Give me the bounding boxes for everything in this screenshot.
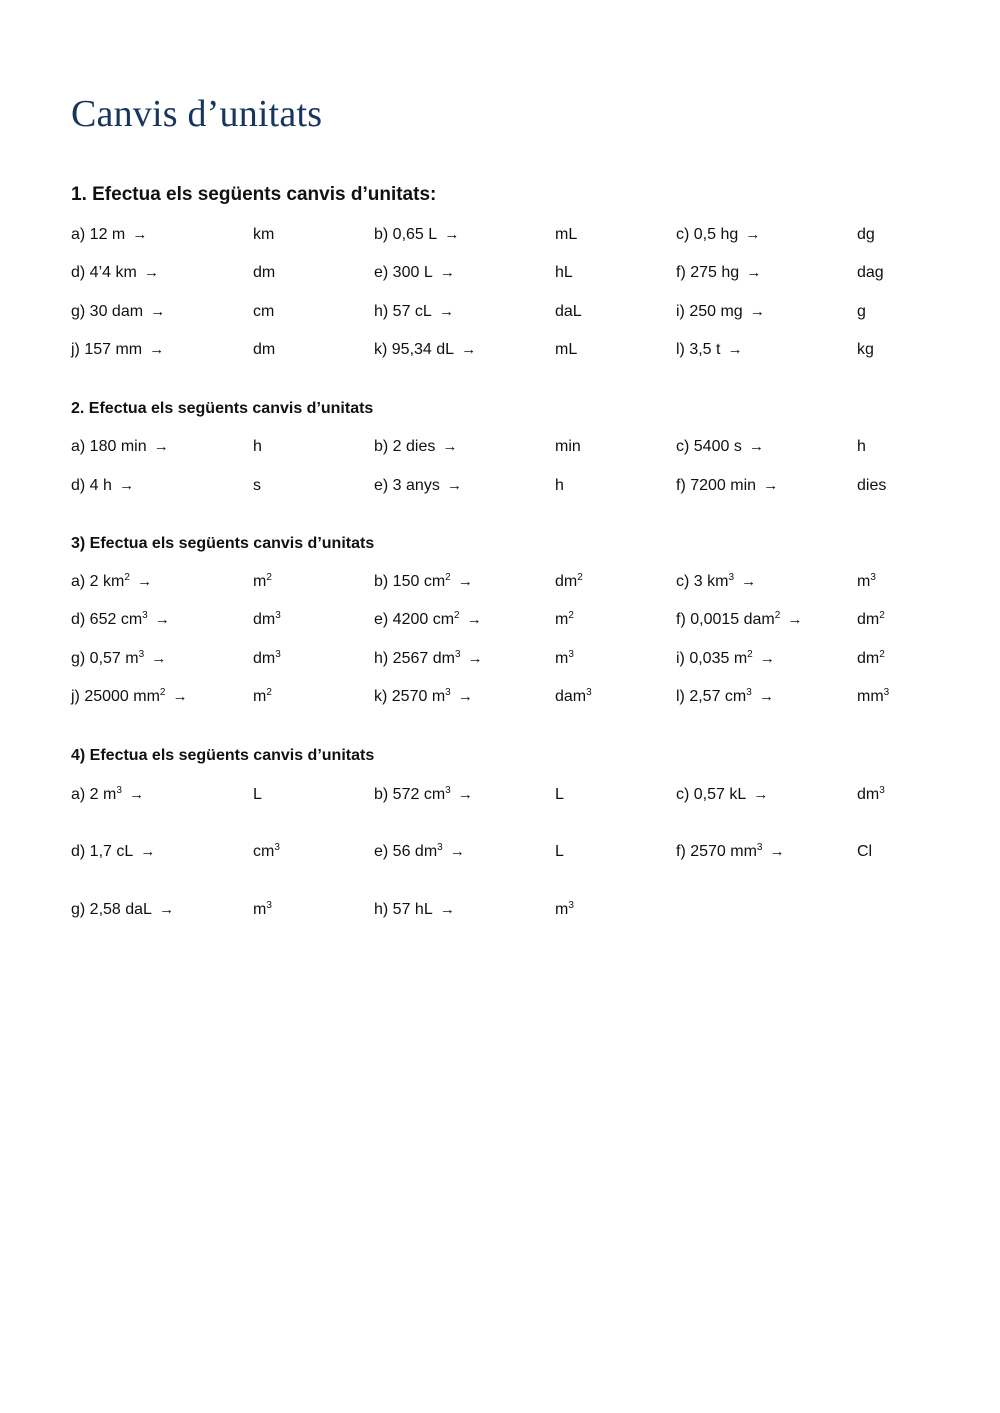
arrow-right-icon: → [435,264,455,281]
exponent: 2 [879,610,885,621]
exercise-source: a) 2 $km^2$ → [71,572,153,590]
arrow-right-icon: → [462,611,482,628]
exercise-target-unit: h [857,438,866,455]
arrow-right-icon: → [749,786,769,803]
arrow-right-icon: → [150,611,170,628]
exercise-row [0,650,1000,672]
arrow-right-icon: → [154,901,175,918]
arrow-right-icon: → [139,264,159,281]
exercise-target-unit: dg [857,226,875,243]
exercise-row [0,477,1000,499]
exercise-source: g) 2,58 daL → [71,901,175,918]
arrow-right-icon: → [145,341,165,358]
exercise-target-unit: kg [857,341,874,358]
exercise-target-unit: h [555,477,564,494]
exercise-target-unit: $dm^2$ [555,572,583,590]
exercise-target-unit: dam$^3$ [555,687,592,705]
exercise-source: f) 7200 min → [676,477,779,494]
exercise-source: a) 180 min → [71,438,169,455]
exponent: 3 [756,842,763,853]
exercise-row [0,573,1000,595]
section-3-heading: 3) Efectua els següents canvis d’unitats [71,535,375,552]
exponent: 2 [454,610,460,621]
exercise-target-unit: hL [555,264,573,281]
arrow-right-icon: → [132,573,153,590]
section-4-heading: 4) Efectua els següents canvis d’unitats [71,747,375,764]
exponent: 2 [159,687,166,698]
arrow-right-icon: → [463,650,483,667]
exercise-source: e) 3 anys → [374,477,462,494]
exponent: 3 [274,842,280,853]
arrow-right-icon: → [744,438,764,455]
arrow-right-icon: → [114,477,135,494]
arrow-right-icon: → [440,226,460,243]
exercise-target-unit: $dm^3$ [253,610,281,628]
exponent: 3 [728,572,735,583]
exercise-target-unit: $dm^3$ [253,649,281,667]
exercise-row [0,611,1000,633]
arrow-right-icon: → [754,688,774,705]
exercise-target-unit: $m^3$ [555,900,574,918]
exercise-target-unit: $m^3$ [253,900,272,918]
arrow-right-icon: → [136,843,156,860]
exercise-source: b) 150 $cm^2$ → [374,572,473,590]
exercise-target-unit: mL [555,226,578,243]
exponent: 3 [142,610,148,621]
exponent: 3 [568,649,574,660]
exercise-target-unit: $m^2$ [253,687,272,705]
arrow-right-icon: → [435,901,455,918]
exercise-row [0,341,1000,363]
exponent: 3 [883,687,890,698]
exercise-source: g) 0,57 $m^3$ → [71,649,167,667]
exercise-target-unit: cm [253,303,275,320]
exponent: 3 [746,687,752,698]
exponent: 3 [568,900,574,911]
exponent: 2 [774,610,781,621]
exercise-source: h) 2567 $dm^3$ → [374,649,483,667]
exercise-source: f) 2570 $mm^3$ → [676,842,785,860]
exercise-source: d) 4’4 km → [71,264,159,281]
exercise-target-unit: L [555,786,564,803]
arrow-right-icon: → [453,573,473,590]
arrow-right-icon: → [759,477,779,494]
exercise-source: b) 2 dies → [374,438,458,455]
exercise-target-unit: dag [857,264,884,281]
section-1-heading: 1. Efectua els següents canvis d’unitats: [71,184,437,205]
exercise-target-unit: dm [253,341,276,358]
exercise-source: c) 0,5 hg → [676,226,761,243]
exponent: 2 [568,610,574,621]
arrow-right-icon: → [149,438,169,455]
exponent: 3 [445,687,451,698]
exercise-target-unit: daL [555,303,582,320]
exercise-target-unit: min [555,438,581,455]
exponent: 3 [116,785,122,796]
exponent: 2 [747,649,753,660]
arrow-right-icon: → [434,303,454,320]
exercise-source: l) 2,57 $cm^3$ → [676,687,774,705]
exercise-target-unit: $m^2$ [555,610,574,628]
exercise-row [0,226,1000,248]
exercise-target-unit: $cm^3$ [253,842,280,860]
exercise-source: d) 4 h → [71,477,135,494]
exercise-source: g) 30 dam → [71,303,166,320]
exercise-target-unit: g [857,303,866,320]
exercise-source: h) 57 hL → [374,901,455,918]
exponent: 2 [577,572,583,583]
exercise-source: a) 12 m → [71,226,148,243]
exercise-source: i) 250 mg → [676,303,765,320]
exercise-target-unit: $m^2$ [253,572,272,590]
arrow-right-icon: → [765,843,785,860]
exercise-source: e) 56 $dm^3$ → [374,842,465,860]
arrow-right-icon: → [741,226,761,243]
exponent: 2 [266,572,272,583]
exponent: 2 [266,687,272,698]
exponent: 3 [437,842,443,853]
arrow-right-icon: → [147,650,167,667]
exercise-target-unit: $dm^2$ [857,610,885,628]
arrow-right-icon: → [442,477,462,494]
exercise-target-unit: $mm^3$ [857,687,890,705]
arrow-right-icon: → [742,264,762,281]
exercise-source: d) 1,7 cL → [71,843,156,860]
arrow-right-icon: → [453,786,473,803]
exercise-target-unit: $dm^3$ [857,785,885,803]
arrow-right-icon: → [146,303,166,320]
exercise-target-unit: s [253,477,261,494]
arrow-right-icon: → [438,438,458,455]
exercise-source: e) 300 L → [374,264,455,281]
exercise-row [0,303,1000,325]
exponent: 3 [879,785,885,796]
exercise-row [0,688,1000,710]
page-title: Canvis d’unitats [71,93,323,135]
exercise-source: j) 25000 $mm^2$ → [71,687,188,705]
exercise-target-unit: L [555,843,564,860]
arrow-right-icon: → [168,688,188,705]
arrow-right-icon: → [445,843,465,860]
exercise-source: j) 157 mm → [71,341,165,358]
arrow-right-icon: → [723,341,743,358]
exercise-target-unit: $m^3$ [857,572,876,590]
exercise-source: k) 2570 $m^3$ → [374,687,473,705]
exercise-target-unit: Cl [857,843,873,860]
arrow-right-icon: → [783,611,803,628]
exercise-source: f) 275 hg → [676,264,762,281]
exponent: 3 [454,649,461,660]
arrow-right-icon: → [457,341,477,358]
exercise-source: l) 3,5 t → [676,341,743,358]
exponent: 3 [275,610,281,621]
exponent: 2 [445,572,451,583]
arrow-right-icon: → [755,650,775,667]
exercise-target-unit: km [253,226,275,243]
exercise-source: i) 0,035 $m^2$ → [676,649,775,667]
arrow-right-icon: → [745,303,765,320]
exponent: 3 [586,687,592,698]
exponent: 3 [870,572,876,583]
exercise-source: e) 4200 $cm^2$ → [374,610,482,628]
exercise-target-unit: $m^3$ [555,649,574,667]
exercise-row [0,901,1000,923]
exercise-source: k) 95,34 dL → [374,341,477,358]
arrow-right-icon: → [737,573,757,590]
exercise-source: c) 5400 s → [676,438,764,455]
exercise-source: f) 0,0015 dam$^2$ → [676,610,803,628]
exercise-target-unit: h [253,438,262,455]
exercise-target-unit: L [253,786,262,803]
arrow-right-icon: → [128,226,148,243]
exercise-target-unit: $dm^2$ [857,649,885,667]
exercise-source: b) 0,65 L → [374,226,460,243]
exponent: 3 [275,649,281,660]
exponent: 3 [266,900,272,911]
exercise-source: a) 2 $m^3$ → [71,785,145,803]
exercise-target-unit: dies [857,477,887,494]
exercise-source: c) 0,57 kL → [676,786,769,803]
section-2-heading: 2. Efectua els següents canvis d’unitats [71,400,374,417]
exercise-source: c) 3 $km^3$ → [676,572,757,590]
exercise-target-unit: dm [253,264,276,281]
exercise-row [0,438,1000,460]
exercise-source: d) 652 $cm^3$ → [71,610,170,628]
arrow-right-icon: → [124,786,145,803]
exercise-source: h) 57 cL → [374,303,454,320]
exercise-row [0,786,1000,808]
exponent: 2 [124,572,130,583]
exponent: 2 [879,649,885,660]
exponent: 3 [138,649,145,660]
exponent: 3 [445,785,451,796]
exercise-row [0,264,1000,286]
arrow-right-icon: → [453,688,473,705]
exercise-row [0,843,1000,865]
exercise-source: b) 572 $cm^3$ → [374,785,473,803]
exercise-target-unit: mL [555,341,578,358]
